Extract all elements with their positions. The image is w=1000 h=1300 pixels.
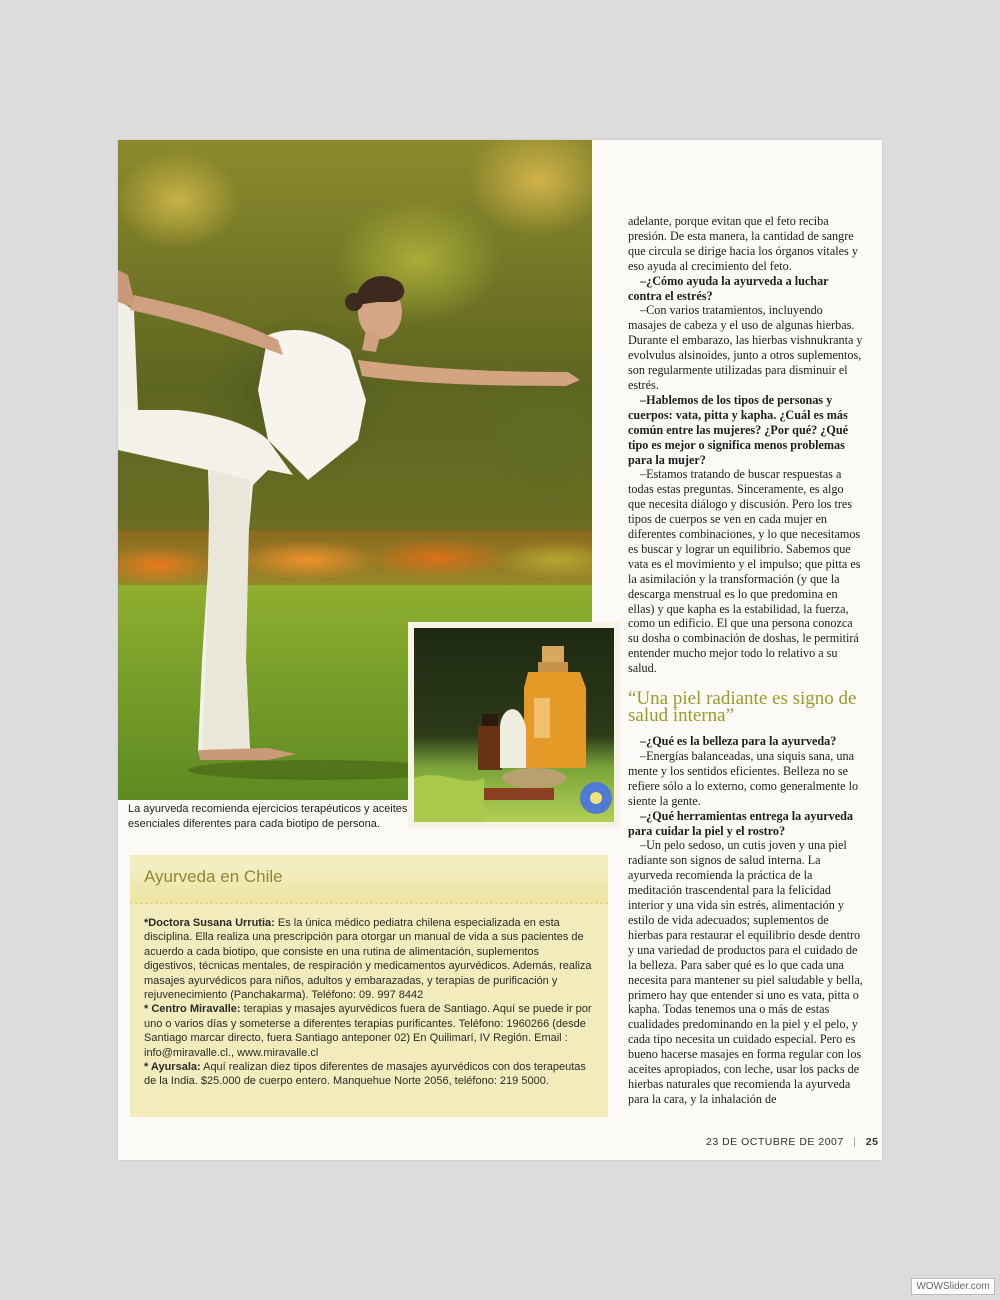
answer: –Un pelo sedoso, un cutis joven y una piel radiante son signos de salud interna. La ayurveda recomienda la práctica de la meditación trascendental para la felicidad interior y una vida sin estrés, alimentación y estilo de vida adecuados; suplementos de hierbas para restaurar el equilibrio desde dentro y una variedad de productos para el cuidado de la belleza. Para saber qué es lo que cada una necesita para mantener su piel saludable y bella, primero hay que entender si uno es vata, pitta o kapha. Todas tenemos una o más de estas cualidades predominando en la piel y el pelo, y cada tipo necesita un cuidado especial. Pero es bueno hacerse masajes en forma regular con los aceites apropiados, con leche, usar los packs de hierbas naturales que recomienda la ayurveda para la cara, y la inhalación de: [628, 838, 863, 1106]
watermark-link[interactable]: WOWSlider.com: [911, 1278, 995, 1295]
box-entry: [144, 1060, 594, 1089]
entry-text: Es la única médico pediatra chilena especializada en esta disciplina. Ella realiza una prescripción para otorgar un manual de vida a sus pacientes de acuerdo a cada biotipo, que consiste en una rutina de alimentación, suplementos digestivos, técnicas mentales, de respiración y medicamentos ayurvédicos. Además, realiza masajes ayurvédicos para niños, adultos y embarazadas, y terapias de purificación y rejuvenecimiento (Panchakarma). Teléfono: 09. 997 8442: [144, 917, 592, 1002]
page-footer: [706, 1136, 878, 1148]
entry-text: Aquí realizan diez tipos diferentes de masajes ayurvédicos con dos terapeutas de la India. $25.000 de cuerpo entero. Manquehue Norte 2056, teléfono: 219 5000.: [144, 1061, 586, 1088]
box-body: [144, 916, 594, 1089]
box-title: Ayurveda en Chile: [130, 863, 608, 904]
answer: –Energías balanceadas, una siquis sana, una mente y los sentidos eficientes. Belleza no se refiere sólo a lo externo, como generalmente lo siente la gente.: [628, 749, 859, 808]
magazine-page: [118, 140, 882, 1160]
entry-name: *Doctora Susana Urrutia:: [144, 917, 275, 929]
article-column: [628, 214, 864, 1107]
folio-separator: |: [853, 1136, 857, 1148]
question: –¿Qué herramientas entrega la ayurveda para cuidar la piel y el rostro?: [628, 808, 854, 838]
paragraph: adelante, porque evitan que el feto reciba presión. De esta manera, la cantidad de sangre que circula se dirige hacia los órganos vitales y eso ayuda al crecimiento del feto.: [628, 214, 858, 273]
box-entry: [144, 916, 594, 1002]
oils-illustration: [414, 628, 614, 822]
entry-name: * Ayursala:: [144, 1061, 201, 1074]
issue-date: 23 DE OCTUBRE DE 2007: [706, 1136, 844, 1148]
oils-photo: [408, 622, 620, 828]
entry-text: terapias y masajes ayurvédicos fuera de Santiago. Aquí se puede ir por uno o varios días y someterse a diferentes terapias purificantes. Teléfono: 1960266 (desde Santiago marcar directo, fuera Santiago anteponer 02) En Quilimarí, IV Región. Email : info@miravalle.cl., www.miravalle.cl: [144, 1003, 592, 1059]
pull-quote: “Una piel radiante es signo de salud interna”: [628, 688, 857, 727]
page-number: 25: [865, 1136, 879, 1148]
entry-name: * Centro Miravalle:: [144, 1003, 241, 1016]
ayurveda-chile-box: [130, 855, 608, 1117]
question: –¿Cómo ayuda la ayurveda a luchar contra el estrés?: [628, 273, 829, 303]
question: –Hablemos de los tipos de personas y cuerpos: vata, pitta y kapha. ¿Cuál es más común entre las mujeres? ¿Por qué? ¿Qué tipo es mejor o significa menos problemas para la mujer?: [628, 392, 849, 467]
answer: –Estamos tratando de buscar respuestas a todas estas preguntas. Sinceramente, es algo que necesita diálogo y discusión. Pero los tres tipos de cuerpos se ven en cada mujer en diferentes combinaciones, y lo que necesitamos es buscar y lograr un equilibrio. Sabemos que vata es el movimiento y el impulso; que pitta es la asimilación y la transformación (y que la descarga menstrual es lo que predomina en ellas) y que kapha es la estabilidad, la fuerza, como un edificio. El que una persona conozca su dosha o combinación de doshas, le permitirá entender mucho mejor todo lo relativo a su salud.: [628, 467, 861, 676]
question: –¿Qué es la belleza para la ayurveda?: [640, 734, 837, 749]
answer: –Con varios tratamientos, incluyendo masajes de cabeza y el uso de algunas hierbas. Durante el embarazo, las hierbas vishnukranta y evolvulus alsinoides, junto a otros suplementos, son regularmente utilizadas para disminuir el estrés.: [628, 303, 863, 392]
photo-caption: La ayurveda recomienda ejercicios terapéuticos y aceites esenciales diferentes para cada biotipo de persona.: [128, 803, 408, 830]
box-entry: [144, 1002, 594, 1060]
